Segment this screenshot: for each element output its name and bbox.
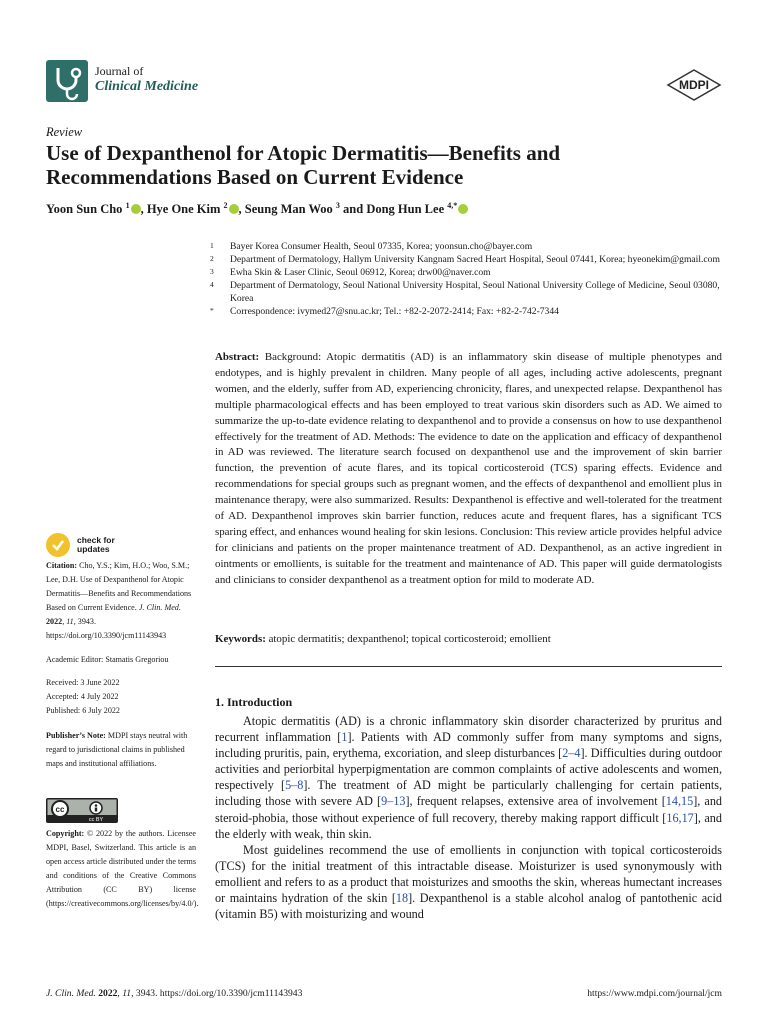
journal-logo-icon (46, 60, 88, 102)
author-affil-sup: 3 (335, 201, 340, 210)
citation-doi[interactable]: , 3943. https://doi.org/10.3390/jcm11143943 (46, 616, 167, 640)
section-divider (215, 666, 722, 667)
affiliation-text: Department of Dermatology, Hallym University Kangnam Sacred Heart Hospital, Seoul 07441, Korea; hyeonekim@gmail.com (230, 254, 720, 265)
cc-by-license-icon[interactable] (46, 798, 118, 823)
introduction-body (215, 713, 722, 922)
text-run: ]. Patients with AD commonly suffer from many symptoms and signs, including pruritis, pain, erythema, excoriation, and sleep disturbances [ (215, 730, 722, 761)
copyright-label: Copyright: (46, 829, 85, 838)
affiliation-number: 1 (210, 241, 214, 250)
footer-doi[interactable]: , 3943. https://doi.org/10.3390/jcm11143943 (131, 988, 303, 999)
text-run: ], frequent relapses, extensive area of involvement [ (405, 794, 666, 809)
check-updates-icon (46, 533, 70, 557)
check-updates-line1: check for (77, 535, 115, 545)
keywords-text: atopic dermatitis; dexpanthenol; topical corticosteroid; emollient (268, 633, 551, 645)
received-date: Received: 3 June 2022 (46, 678, 120, 687)
paragraph (215, 842, 722, 922)
author-name[interactable]: Seung Man Woo (244, 202, 333, 217)
abstract-text: Background: Atopic dermatitis (AD) is an inflammatory skin disease of multiple phenotypes and endotypes, and is highly prevalent in children. Many people of all ages, including active adolescents, pregnant women, and the elderly, suffer from AD, experiencing chronicity, flares, and unexpected relapse. Dexpanthenol has multiple pharmacological effects and has been employed to treat various skin disorders such as AD. We aimed to summarize the up-to-date evidence relating to dexpanthenol and to provide a consensus on how to use dexpanthenol effectively for the treatment of AD. Methods: The evidence to date on the application and efficacy of dexpanthenol in AD was reviewed. The literature search focused on dexpanthenol use and the improvement of skin barrier function, the prevention of acute flares, and its topical corticosteroid (TCS) sparing effects. Evidence and recommendations for special groups such as pregnant women, and the effects of dexpanthenol and emollient plus in maintenance therapy, were also summarized. Results: Dexpanthenol is effective and well-tolerated for the treatment of AD. Dexpanthenol improves skin barrier function, reduces acute and frequent flares, has a significant TCS sparing effect, and enhances wound healing for skin lesions. Conclusion: This review article provides helpful advice for clinicians and patients on the proper maintenance treatment of AD. Dexpanthenol, as an active ingredient in ointments or emollients, is suitable for the treatment and maintenance of AD. This paper will guide dermatologists and clinicians to consider dexpanthenol as a treatment option for mild to moderate AD. (215, 351, 722, 586)
affiliation-number: 4 (210, 280, 214, 289)
copyright-text: © 2022 by the authors. Licensee MDPI, Basel, Switzerland. This article is an open access article distributed under the terms and conditions of the Creative Commons Attribution (CC BY) license (https://creativecommons.org/licenses/by/4.0/). (46, 829, 199, 908)
citation-text: Cho, Y.S.; Kim, H.O.; Woo, S.M.; Lee, D.H. Use of Dexpanthenol for Atopic Dermatitis—Benefits and Recommendations Based on Current Evidence. (46, 561, 192, 612)
text-run: Atopic dermatitis (AD) is a chronic inflammatory skin disorder characterized by pruritus and recurrent inflammation [ (215, 714, 722, 745)
orcid-icon[interactable] (131, 204, 141, 214)
publisher-note-text: MDPI stays neutral with regard to jurisdictional claims in published maps and institutional affiliations. (46, 731, 188, 768)
published-date: Published: 6 July 2022 (46, 705, 120, 715)
reference-link[interactable]: 9–13 (381, 794, 406, 809)
citation-journal: J. Clin. Med. (138, 602, 181, 612)
keywords (215, 633, 722, 645)
affiliation-number: 2 (210, 254, 214, 263)
orcid-icon[interactable] (458, 204, 468, 214)
keywords-label: Keywords: (215, 633, 266, 645)
check-updates-label (77, 536, 115, 554)
journal-name (95, 64, 198, 94)
article-dates (46, 676, 196, 718)
affiliation-item (210, 279, 720, 305)
affiliation-text: Department of Dermatology, Seoul National University Hospital, Seoul National University College of Medicine, Seoul 03080, Korea (230, 280, 720, 304)
journal-name-line2: Clinical Medicine (95, 79, 199, 94)
correspondence (210, 305, 720, 318)
affiliation-text[interactable]: Correspondence: ivymed27@snu.ac.kr; Tel.: +82-2-2072-2414; Fax: +82-2-742-7344 (230, 306, 559, 317)
publisher-note (46, 729, 196, 771)
publisher-note-label: Publisher’s Note: (46, 731, 106, 740)
svg-text:cc: cc (55, 805, 65, 814)
footer-citation: J. Clin. Med. 2022, 11, 3943. https://doi.org/10.3390/jcm11143943 (46, 988, 303, 999)
author-name[interactable]: Hye One Kim (146, 202, 221, 217)
affiliation-item (210, 266, 720, 279)
reference-link[interactable]: 1 (341, 730, 348, 745)
text-run: ]. The treatment of AD might be particularly challenging for certain patients, including those with severe AD [ (215, 778, 722, 809)
footer-year: 2022 (98, 988, 118, 999)
check-for-updates-button[interactable] (46, 533, 115, 557)
reference-link[interactable]: 5–8 (285, 778, 304, 793)
text-run: ], and steroid-phobia, those without experience of full recovery, thereby making rapport difficult [ (215, 794, 723, 825)
affiliation-item (210, 253, 720, 266)
citation-block: Citation: Cho, Y.S.; Kim, H.O.; Woo, S.M.; Lee, D.H. Use of Dexpanthenol for Atopic Dermatitis—Benefits and Recommendations Based on Current Evidence. J. Clin. Med. 2022, 11, 3943. https://doi.org/10.3390/jcm11143943 (46, 561, 192, 640)
affiliation-text: Ewha Skin & Laser Clinic, Seoul 06912, Korea; drw00@naver.com (230, 267, 491, 278)
journal-name-line1: Journal of (95, 64, 144, 78)
reference-link[interactable]: 18 (395, 891, 409, 906)
footer-journal-url[interactable]: https://www.mdpi.com/journal/jcm (587, 988, 722, 999)
affiliation-number: * (210, 306, 214, 315)
author-affil-sup: 4,* (447, 201, 458, 210)
author-name[interactable]: Dong Hun Lee (366, 202, 445, 217)
author-affil-sup: 1 (125, 201, 130, 210)
article-title: Use of Dexpanthenol for Atopic Dermatitis—Benefits and Recommendations Based on Current Evidence (46, 141, 561, 189)
footer-journal: J. Clin. Med. (46, 988, 96, 999)
mdpi-logo-text: MDPI (679, 78, 709, 92)
text-run: ]. Difficulties during outdoor activities and periorbital hyperpigmentation are common complaints of active adolescents and women, respectively [ (215, 746, 722, 793)
copyright-block (46, 827, 199, 910)
author-name[interactable]: Yoon Sun Cho (46, 202, 123, 217)
article-type: Review (46, 125, 83, 139)
academic-editor: Academic Editor: Stamatis Gregoriou (46, 655, 169, 664)
text-run: ]. Dexpanthenol is a stable alcohol analog of pantothenic acid (vitamin B5) with moisturizing and wound (215, 891, 722, 922)
reference-link[interactable]: 16,17 (666, 810, 694, 825)
citation-label: Citation: (46, 561, 78, 570)
citation-year: 2022 (46, 616, 63, 626)
affiliations (210, 240, 720, 318)
text-run: Most guidelines recommend the use of emollients in conjunction with topical corticosteroids (TCS) for the initial treatment of this intractable disease. Moisturizer is used synonymously with emollient and refers to as a product that moisturizes and smooths the skin, whereas humectant increases or maintains hydration of the skin [ (215, 842, 722, 906)
affiliation-number: 3 (210, 267, 214, 276)
text-run: ], and the elderly with weak, thin skin. (215, 810, 722, 841)
abstract (215, 350, 722, 589)
citation-volume: 11 (66, 616, 74, 626)
reference-link[interactable]: 14,15 (665, 794, 694, 809)
abstract-label: Abstract: (215, 351, 260, 363)
author-affil-sup: 2 (223, 201, 228, 210)
accepted-date: Accepted: 4 July 2022 (46, 691, 119, 701)
mdpi-logo (666, 68, 722, 102)
check-updates-line2: updates (77, 544, 110, 554)
affiliation-item (210, 240, 720, 253)
paragraph (215, 713, 722, 842)
section-heading: 1. Introduction (215, 695, 293, 709)
cc-label: cc BY (88, 817, 104, 823)
affiliation-text: Bayer Korea Consumer Health, Seoul 07335, Korea; yoonsun.cho@bayer.com (230, 241, 533, 252)
reference-link[interactable]: 2–4 (562, 746, 581, 761)
footer-volume: 11 (122, 988, 132, 999)
orcid-icon[interactable] (229, 204, 239, 214)
author-list: Yoon Sun Cho $^1$ , Hye One Kim $^2$ , Seung Man Woo $^3$ and Dong Hun Lee $^{4,*}$ (46, 201, 468, 217)
